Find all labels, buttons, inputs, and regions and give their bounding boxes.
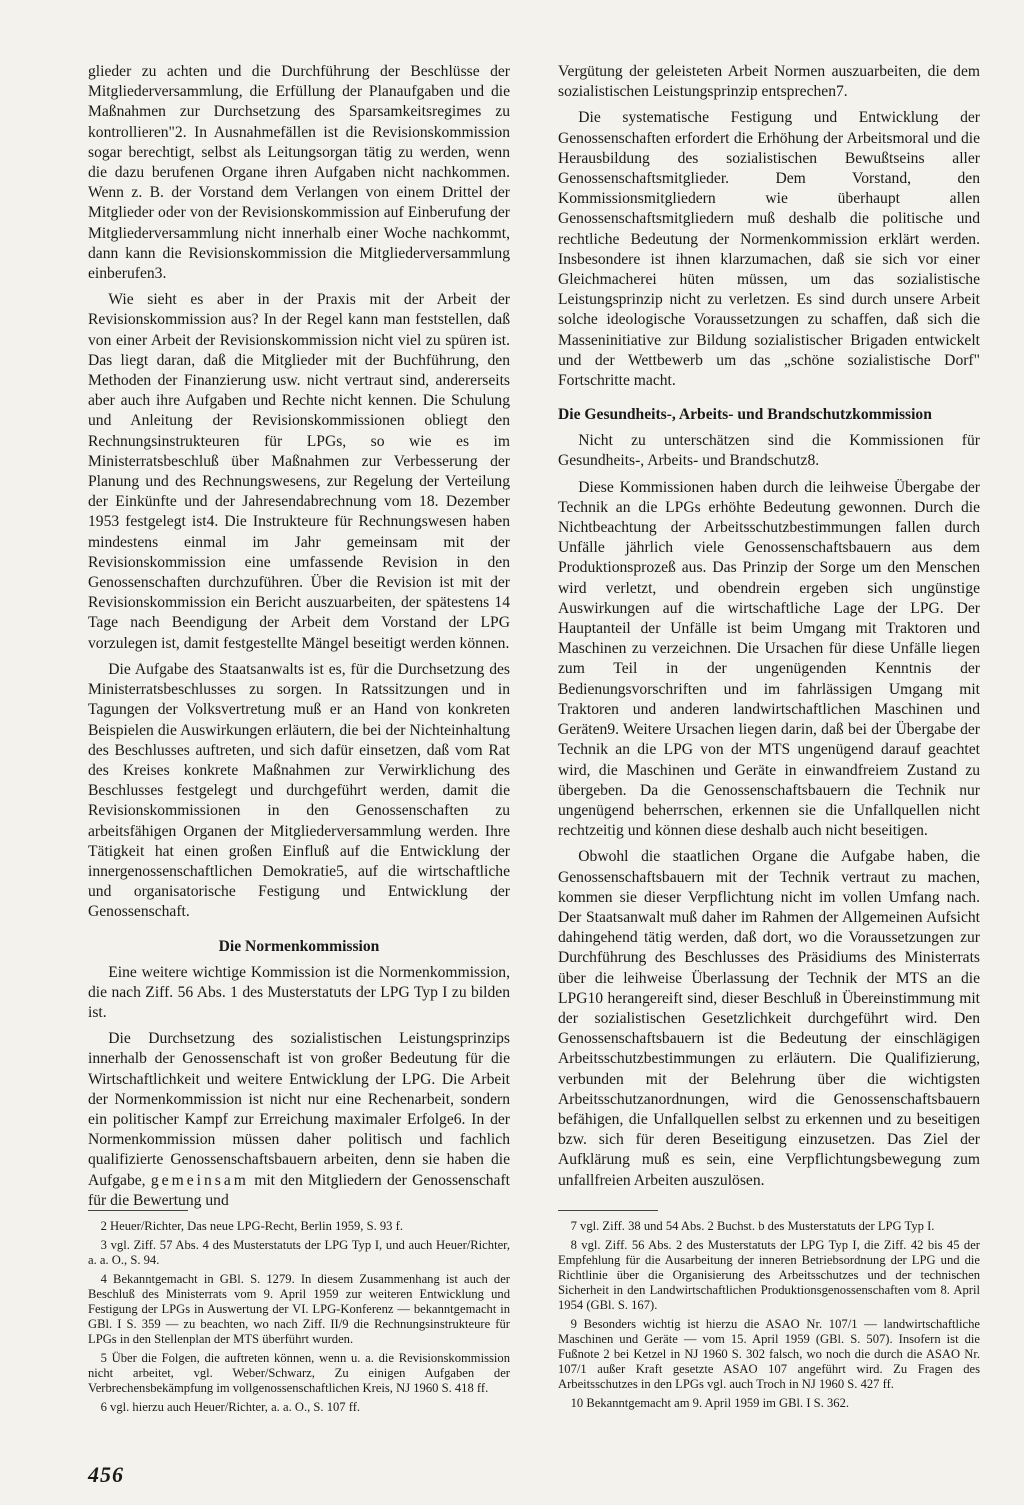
text-span: Die Durchsetzung des sozialistischen Leistungsprinzips innerhalb der Genossenschaft ist von großer Bedeutung für die Wirtschaftlichkeit und weitere Entwicklung der LPG. Die Arbeit der Normenkommission ist nicht nur eine Rechenarbeit, sondern ein politischer Kampf zur Erreichung maximaler Erfolge6. In der Normenkommission müssen daher politisch und fachlich qualifizierte Genossenschaftsbauern arbeiten, denn sie haben die Aufgabe, bbox=[88, 1030, 510, 1189]
footnote: 7 vgl. Ziff. 38 und 54 Abs. 2 Buchst. b des Musterstatuts der LPG Typ I. bbox=[570, 1219, 935, 1233]
paragraph: Nicht zu unterschätzen sind die Kommissionen für Gesundheits-, Arbeits- und Brandschutz8. bbox=[558, 432, 980, 470]
footnote: 2 Heuer/Richter, Das neue LPG-Recht, Berlin 1959, S. 93 f. bbox=[100, 1219, 403, 1233]
paragraph: Die systematische Festigung und Entwicklung der Genossenschaften erfordert die Erhöhung der Arbeitsmoral und die Herausbildung des sozialistischen Bewußtseins aller Genossenschaftsmitglieder. Dem Vorstand, den Kommissionsmitgliedern wie überhaupt allen Genossenschaftsmitgliedern muß deshalb die politische und rechtliche Bedeutung der Normenkommission erklärt werden. Insbesondere ist ihnen klarzumachen, daß sie sich vor einer Gleichmacherei hüten müssen, um das sozialistische Leistungsprinzip nicht zu verletzen. Es sind durch unsere Arbeit solche ideologische Voraussetzungen zu schaffen, daß sich die Masseninitiative zur Bildung sozialistischer Brigaden entwickelt und der Wettbewerb um das „schöne sozialistische Dorf" Fortschritte macht. bbox=[558, 109, 980, 390]
paragraph: Eine weitere wichtige Kommission ist die Normenkommission, die nach Ziff. 56 Abs. 1 des Musterstatuts der LPG Typ I zu bilden ist. bbox=[88, 963, 510, 1021]
footnote: 5 Über die Folgen, die auftreten können, wenn u. a. die Revisionskommission nicht arbeitet, vgl. Weber/Schwarz, Zu einigen Aufgaben der Verbrechensbekämpfung im vollgenossenschaftlichen Kreis, NJ 1960 S. 418 ff. bbox=[88, 1351, 510, 1395]
section-heading-gesundheitskommission: Die Gesundheits-, Arbeits- und Brandschutzkommission bbox=[558, 406, 932, 424]
paragraph: Obwohl die staatlichen Organe die Aufgabe haben, die Genossenschaftsbauern mit der Technik vertraut zu machen, kommen sie dieser Verpflichtung nicht im vollen Umfang nach. Der Staatsanwalt muß daher im Rahmen der Allgemeinen Aufsicht dahingehend tätig werden, daß dort, wo die Voraussetzungen zur Durchführung des Beschlusses des Präsidiums des Ministerrats über die leihweise Überlassung der Technik der MTS an die LPG10 herangereift sind, dieser Beschluß in Übereinstimmung mit der sozialistischen Gesetzlichkeit durchgeführt wird. Den Genossenschaftsbauern ist die Bedeutung der einschlägigen Arbeitsschutzbestimmungen zu erläutern. Die Qualifizierung, verbunden mit der Belehrung über die wichtigsten Arbeitsschutzanordnungen, wird die Genossenschaftsbauern befähigen, die Unfallquellen selbst zu erkennen und zu beseitigen bzw. sich für deren Beseitigung einzusetzen. Das Ziel der Aufklärung muß es sein, eine Verpflichtungsbewegung zum unfallfreien Arbeiten auszulösen. bbox=[558, 848, 980, 1189]
document-page bbox=[88, 62, 980, 1487]
page-number: 456 bbox=[88, 1462, 124, 1487]
paragraph: Wie sieht es aber in der Praxis mit der Arbeit der Revisionskommission aus? In der Regel kann man feststellen, daß von einer Arbeit der Revisionskommission nicht viel zu spüren ist. Das liegt daran, daß die Mitglieder mit der Buchführung, den Methoden der Finanzierung usw. nicht vertraut sind, andererseits aber auch ihre Aufgaben und Rechte nicht kennen. Die Schulung und Anleitung der Revisionskommissionen obliegt den Rechnungsinstrukteuren für LPGs, so wie es im Ministerratsbeschluß über Maßnahmen zur Verbesserung der Planung und des Rechnungswesens, zur Regelung der Verteilung der Einkünfte und der Jahresendabrechnung vom 18. Dezember 1953 festgelegt ist4. Die Instrukteure für Rechnungswesen haben mindestens einmal im Jahr gemeinsam mit der Revisionskommission eine umfassende Revision in den Genossenschaften durchzuführen. Über die Revision ist mit der Revisionskommission ein Bericht auszuarbeiten, der spätestens 14 Tage nach Beendigung der Arbeit dem Vorstand der LPG vorzulegen ist, damit festgestellte Mängel beseitigt werden können. bbox=[88, 291, 510, 652]
footnotes-left bbox=[88, 1210, 510, 1419]
footnote: 8 vgl. Ziff. 56 Abs. 2 des Musterstatuts der LPG Typ I, die Ziff. 42 bis 45 der Empfehlung für die Ausarbeitung der inneren Betriebsordnung der LPG und die Richtlinie über die Organisierung des Arbeitsschutzes und der technischen Sicherheit in den Landwirtschaftlichen Produktionsgenossenschaften vom 8. April 1954 (GBl. S. 167). bbox=[558, 1238, 980, 1312]
paragraph: Die Aufgabe des Staatsanwalts ist es, für die Durchsetzung des Ministerratsbeschlusses zu sorgen. In Ratssitzungen und in Tagungen der Volksvertretung muß er an Hand von konkreten Beispielen die Auswirkungen erläutern, die bei der Nichteinhaltung des Beschlusses auftreten, und sich dafür einsetzen, daß vom Rat des Kreises konkrete Maßnahmen zur Verwirklichung des Beschlusses festgelegt und durchgeführt werden, damit die Revisionskommissionen in den Genossenschaften zu arbeitsfähigen Organen der Mitgliederversammlung werden. Ihre Tätigkeit hat einen großen Einfluß auf die Entwicklung der innergenossenschaftlichen Demokratie5, auf die wirtschaftliche und organisatorische Festigung und Entwicklung der Genossenschaft. bbox=[88, 660, 510, 921]
paragraph: glieder zu achten und die Durchführung der Beschlüsse der Mitgliederversammlung, die Erfüllung der Planaufgaben und die Maßnahmen zur Durchsetzung des Sparsamkeitsregimes zu kontrollieren"2. In Ausnahmefällen ist die Revisionskommission sogar berechtigt, selbst als Leitungsorgan tätig zu werden, wenn die dazu berufenen Organe ihren Aufgaben nicht nachkommen. Wenn z. B. der Vorstand dem Verlangen von einem Drittel der Mitglieder oder von der Revisionskommission auf Einberufung der Mitgliederversammlung nicht innerhalb einer Woche nachkommt, dann kann die Revisionskommission die Mitgliederversammlung einberufen3. bbox=[88, 63, 510, 283]
text-span: mit den Mitgliedern der Genossenschaft für die Bewertung und bbox=[88, 1171, 510, 1209]
section-heading-normenkommission: Die Normenkommission bbox=[218, 937, 380, 955]
right-column bbox=[558, 62, 980, 1191]
paragraph bbox=[88, 1029, 510, 1211]
footnote: 10 Bekanntgemacht am 9. April 1959 im GBl. I S. 362. bbox=[570, 1396, 850, 1410]
emphasized-word: gemeinsam bbox=[150, 1171, 249, 1189]
left-column bbox=[88, 62, 510, 1211]
footnote: 6 vgl. hierzu auch Heuer/Richter, a. a. O., S. 107 ff. bbox=[100, 1400, 361, 1414]
footnotes-right bbox=[558, 1210, 980, 1415]
footnote-divider bbox=[88, 1210, 188, 1211]
paragraph: Diese Kommissionen haben durch die leihweise Übergabe der Technik an die LPGs erhöhte Bedeutung gewonnen. Durch die Nichtbeachtung der Arbeitsschutzbestimmungen fallen durch Unfälle jährlich viele Genossenschaftsbauern aus dem Produktionsprozeß aus. Das Prinzip der Sorge um den Menschen wird verletzt, und obendrein ergeben sich ungünstige Auswirkungen auf die wirtschaftliche Lage der LPG. Der Hauptanteil der Unfälle ist beim Umgang mit Traktoren und Maschinen zu verzeichnen. Die Ursachen für diese Unfälle liegen zum Teil in der ungenügenden Kenntnis der Bedienungsvorschriften und im fahrlässigen Umgang mit Traktoren und anderen landwirtschaftlichen Maschinen und Geräten9. Weitere Ursachen liegen darin, daß bei der Übergabe der Technik an die LPG von der MTS ungenügend darauf geachtet wird, die Maschinen und Geräte in einwandfreiem Zustand zu übergeben. Da die Genossenschaftsbauern die Technik nur ungenügend beherrschen, erkennen sie die Unfallquellen nicht rechtzeitig und können diese deshalb auch nicht beseitigen. bbox=[558, 478, 980, 840]
footnote: 4 Bekanntgemacht in GBl. S. 1279. In diesem Zusammenhang ist auch der Beschluß des Ministerrats vom 9. April 1959 zur weiteren Entwicklung und Festigung der LPGs in Auswertung der VI. LPG-Konferenz — bekanntgemacht in GBl. I S. 359 — zu beachten, wo nach Ziff. II/9 die Rechnungsinstrukteure für LPGs in den Stellenplan der MTS überführt wurden. bbox=[88, 1272, 510, 1346]
paragraph: Vergütung der geleisteten Arbeit Normen auszuarbeiten, die dem sozialistischen Leistungsprinzip entsprechen7. bbox=[558, 63, 980, 101]
footnote: 3 vgl. Ziff. 57 Abs. 4 des Musterstatuts der LPG Typ I, und auch Heuer/Richter, a. a. O., S. 94. bbox=[88, 1238, 510, 1267]
footnote: 9 Besonders wichtig ist hierzu die ASAO Nr. 107/1 — landwirtschaftliche Maschinen und Geräte — vom 15. April 1959 (GBl. S. 507). Insofern ist die Fußnote 2 bei Ketzel in NJ 1960 S. 302 falsch, wo noch die durch die ASAO Nr. 107/1 außer Kraft gesetzte ASAO 107 angeführt wird. Zu Fragen des Arbeitsschutzes in den LPGs vgl. auch Troch in NJ 1960 S. 427 ff. bbox=[558, 1317, 980, 1391]
footnote-divider bbox=[558, 1210, 658, 1211]
